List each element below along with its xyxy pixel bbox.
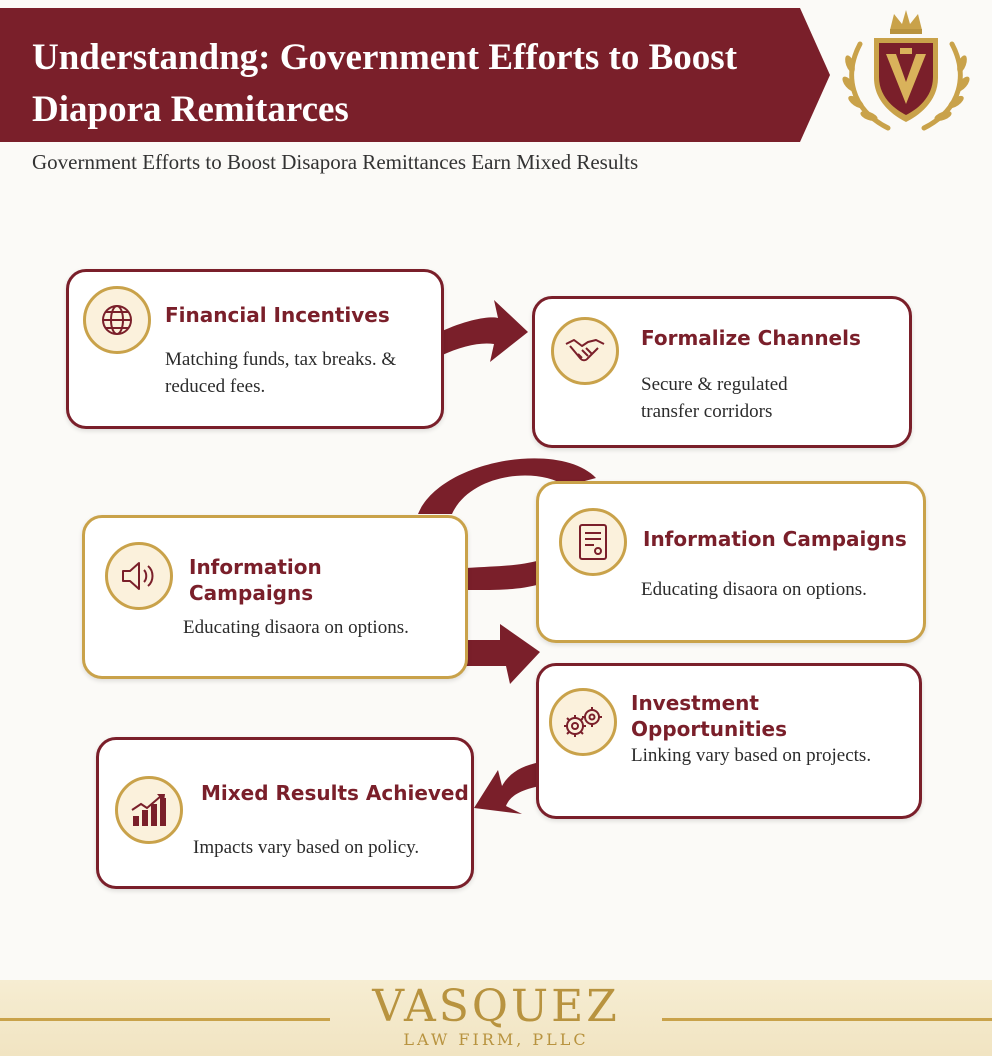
card-description: Impacts vary based on policy.: [193, 837, 420, 858]
card-description: Educating disaora on options.: [641, 579, 867, 600]
card-description: Linking vary based on projects.: [631, 745, 872, 766]
card-description: Secure & regulated transfer corridors: [641, 374, 788, 422]
card-title: Formalize Channels: [641, 326, 861, 350]
card-title: Information Campaigns: [643, 527, 907, 551]
card-information-campaigns-right: [536, 481, 926, 643]
card-title: Mixed Results Achieved: [201, 781, 469, 805]
page-title: Understandng: Government Efforts to Boost Diapora Remitarces: [32, 37, 738, 130]
footer-brand-bar: [0, 980, 992, 1056]
handshake-icon: [551, 317, 619, 385]
chart-growth-icon: [115, 776, 183, 844]
card-title: Investment Opportunities: [631, 691, 788, 741]
gears-icon: [549, 688, 617, 756]
brand-subline: LAW FIRM, PLLC: [403, 1030, 589, 1049]
card-title: Financial Incentives: [165, 303, 390, 327]
document-icon: [559, 508, 627, 576]
card-formalize-channels: [532, 296, 912, 448]
card-description: Matching funds, tax breaks. & reduced fees.: [165, 349, 397, 397]
card-mixed-results: [96, 737, 474, 889]
page-subtitle: Government Efforts to Boost Disapora Remittances Earn Mixed Results: [32, 150, 639, 174]
globe-icon: [83, 286, 151, 354]
card-financial-incentives: [66, 269, 444, 429]
card-title: Information Campaigns: [189, 555, 322, 605]
card-description: Educating disaora on options.: [183, 617, 409, 638]
card-information-campaigns-left: [82, 515, 468, 679]
brand-name: VASQUEZ: [372, 981, 620, 1032]
card-investment-opportunities: [536, 663, 922, 819]
speaker-icon: [105, 542, 173, 610]
